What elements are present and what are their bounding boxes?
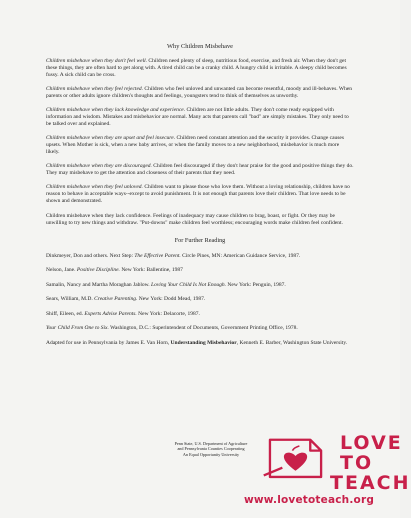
paragraph-3 (46, 135, 354, 156)
document-title: Why Children Misbehave (166, 43, 234, 50)
ref-text: Circle Pines, MN: American Guidance Service, 1987. (180, 252, 301, 259)
ref-title: The Effective Parent. (134, 252, 181, 259)
ref-text: Nelson, Jane. (46, 267, 77, 274)
paragraph-1 (46, 86, 354, 100)
reference-item (46, 282, 354, 289)
ref-text: New York: Dodd Mead, 1987. (137, 296, 206, 303)
reference-item (46, 253, 354, 260)
paragraph-0 (46, 58, 354, 79)
logo-word-to: TO (340, 452, 374, 474)
document-body (46, 58, 354, 354)
reference-item (46, 311, 354, 318)
ref-text: New York: Delacorte, 1987. (136, 310, 200, 317)
ref-text: New York: Penguin, 1987. (226, 281, 286, 288)
adapted-note (46, 340, 354, 347)
ref-title: Your Child From One to Six. (46, 325, 109, 332)
reference-list (46, 253, 354, 347)
ref-text: Washington, D.C.: Superintendent of Documents, Government Printing Office, 1978. (108, 325, 298, 332)
paragraph-text: Children want to please those who love them. Without a loving relationship, children have no reason to behave in acceptable ways--except to avoid punishment. It is not enough that parents love their children. That love needs to be shown and demonstrated. (46, 184, 350, 205)
paragraph-lead: Children misbehave when they feel rejected. (46, 86, 144, 93)
paragraph-5 (46, 184, 354, 205)
ref-text: New York: Ballentine, 1987 (119, 267, 183, 274)
adapted-text: Adapted for use in Pennsylvania by James E. Van Horn, (46, 339, 171, 346)
paragraph-text: Children feel discouraged if they don't hear praise for the good and positive things they do. They may misbehave to get the attention and closeness of their parents that they need. (46, 163, 354, 177)
logo-word-love: LOVE (340, 432, 403, 454)
watermark-url: www.lovetoteach.org (244, 494, 375, 506)
paragraph-lead: Children misbehave when they feel unloved. (46, 184, 143, 191)
ref-text: Shiff, Eileen, ed. (46, 310, 85, 317)
adapted-text: , Kenneth E. Barber, Washington State University. (236, 339, 348, 346)
paragraph-2 (46, 107, 354, 128)
reference-item (46, 325, 354, 332)
footer-line: and Pennsylvania Counties Cooperating (177, 446, 245, 452)
ref-text: Dinkmeyer, Don and others. Next Step: (46, 252, 135, 259)
ref-title: Experts Advise Parents. (84, 310, 137, 317)
paragraph-lead: Children misbehave when they lack knowledge and experience. (46, 107, 186, 114)
paragraph-lead: Children misbehave when they are upset and feel insecure. (46, 135, 176, 142)
paragraph-text: Children need constant attention and the security it provides. Change causes upsets. When Mother is sick, when a new baby arrives, or when the family moves to a new neighborhood, misbehavior is much more likely. (46, 135, 345, 156)
further-reading-heading: For Further Reading (174, 236, 226, 244)
reference-item (46, 267, 354, 274)
ref-title: Positive Discipline. (76, 267, 120, 274)
adapted-title: Understanding Misbehavior (170, 339, 237, 346)
paragraph-6 (46, 213, 354, 227)
paragraph-text: Children misbehave when they lack confidence. Feelings of inadequacy may cause children to brag, boast, or fight. Or they may be unwilling to try new things and withdraw. "Put-downs" make children feel worthless; encouraging words make children feel confident. (46, 212, 343, 226)
ref-title: Creative Parenting. (94, 296, 138, 303)
paragraph-lead: Children misbehave when they don't feel well. (46, 58, 148, 64)
reference-item (46, 296, 354, 303)
footer-line: Penn State, U.S. Department of Agriculture (174, 441, 248, 446)
paragraph-text: Children are not little adults. They don't come ready equipped with information and wisdom. Mistakes and misbehavior are normal. Many acts that parents call "bad" are simply mistakes. They only need to be talked over and explained. (46, 107, 349, 128)
ref-text: Samalin, Nancy and Martha Moraghan Jablow. (46, 281, 152, 288)
paragraph-lead: Children misbehave when they are discouraged. (46, 163, 152, 170)
ref-title: Loving Your Child Is Not Enough. (151, 281, 227, 288)
paragraph-text: Children need plenty of sleep, nutritious food, exercise, and fresh air. When they don't get these things, they are often hard to get along with. A tired child can be a cranky child. A hungry child is irritable. A sleepy child becomes fussy. A sick child can be cross. (46, 58, 347, 79)
paragraph-4 (46, 163, 354, 177)
paragraph-text: Children who feel unloved and unwanted can become resentful, moody and ill-behaves. When parents or other adults ignore children's thoughts and feelings, youngsters tend to think of themselves as unworthy. (46, 86, 353, 100)
footer-line: An Equal Opportunity University (182, 451, 240, 457)
ref-text: Sears, William, M.D. (46, 296, 95, 303)
logo-word-teach: TEACH (330, 472, 411, 494)
